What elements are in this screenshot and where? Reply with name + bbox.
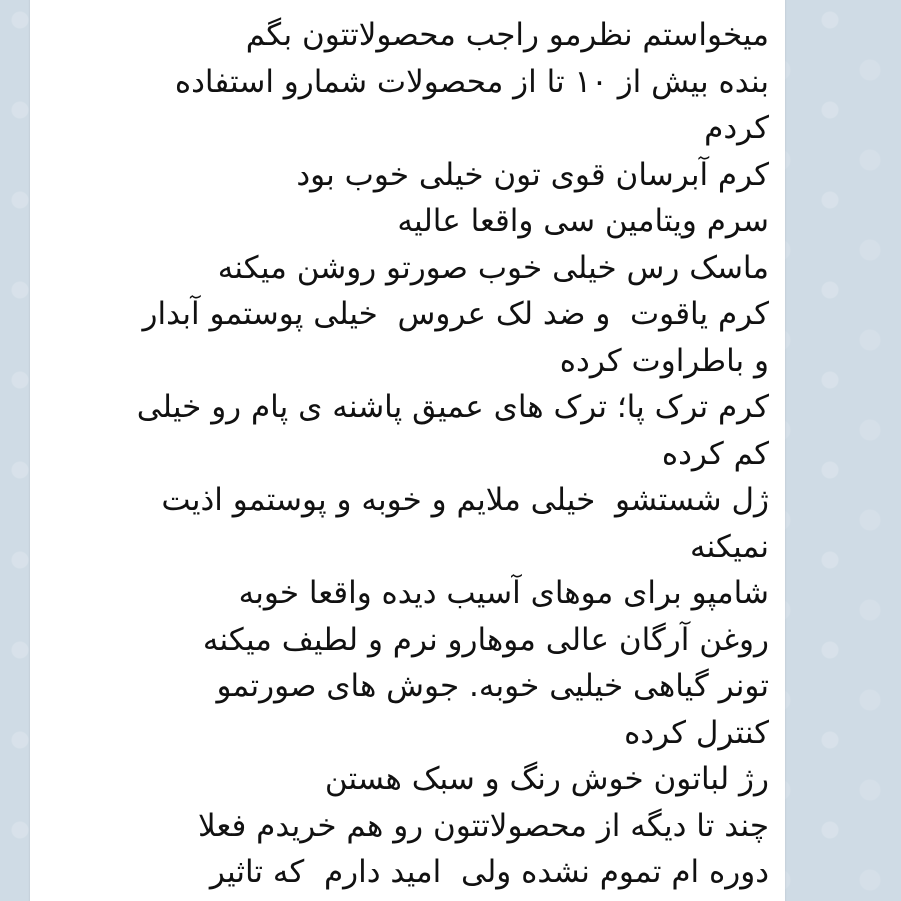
message-line: ژل شستشو خیلی ملایم و خوبه و پوستمو اذیت [161, 482, 769, 518]
message-line: ماسک رس خیلی خوب صورتو روشن میکنه [217, 249, 769, 286]
message-line: کنترل کرده [624, 714, 769, 751]
message-line: دوره ام تموم نشده ولی امید دارم که تاثیر [209, 854, 769, 890]
message-line: میخواستم نظرمو راجب محصولاتتون بگم [245, 17, 769, 53]
message-text [49, 0, 769, 896]
message-line: کرم ترک پا؛ ترک های عمیق پاشنه ی پام رو خیلی [136, 389, 769, 425]
message-line: کرم یاقوت و ضد لک عروس خیلی پوستمو آبدار [142, 296, 769, 332]
message-line: تونر گیاهی خیلیی خوبه. جوش های صورتمو [216, 668, 769, 704]
message-line: نمیکنه [690, 528, 769, 565]
message-line: کردم [704, 110, 769, 146]
message-line: بنده بیش از ۱۰ تا از محصولات شمارو استفاده [174, 63, 769, 100]
message-line: کم کرده [661, 435, 769, 472]
message-line: و باطراوت کرده [559, 342, 769, 379]
message-line: روغن آرگان عالی موهارو نرم و لطیف میکنه [202, 621, 769, 658]
message-line: سرم ویتامین سی واقعا عالیه [397, 203, 769, 239]
message-line: چند تا دیگه از محصولاتتون رو هم خریدم فعلا [198, 807, 769, 844]
message-line: رژ لباتون خوش رنگ و سبک هستن [324, 761, 769, 797]
message-line: کرم آبرسان قوی تون خیلی خوب بود [296, 156, 769, 193]
message-bubble[interactable] [30, 0, 785, 901]
message-line: شامپو برای موهای آسیب دیده واقعا خوبه [238, 575, 769, 611]
